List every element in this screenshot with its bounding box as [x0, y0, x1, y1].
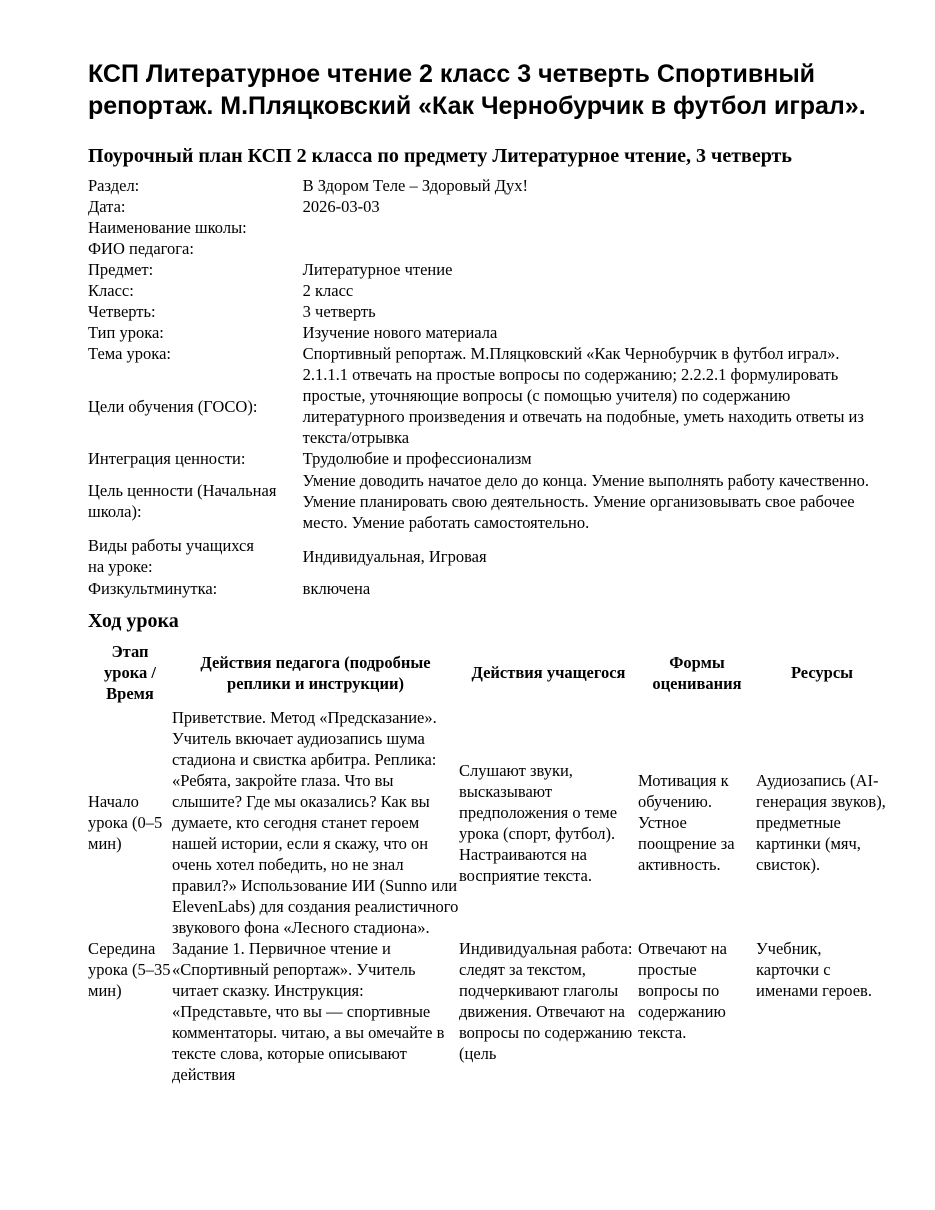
info-row-lesson-type — [88, 322, 888, 343]
info-value: Спортивный репортаж. М.Пляцковский «Как Чернобурчик в футбол играл». — [302, 344, 840, 363]
info-value: В Здором Теле – Здоровый Дух! — [302, 176, 528, 195]
document-page — [88, 58, 888, 1085]
assessment-cell: Отвечают на простые вопросы по содержанию текста. — [638, 939, 727, 1042]
info-key: Раздел: — [88, 176, 140, 195]
info-key: Четверть: — [88, 302, 156, 321]
student-actions-cell: Индивидуальная работа: следят за текстом, подчеркивают глаголы движения. Отвечают на вопросы по содержанию (цель — [459, 939, 633, 1063]
student-actions-cell: Слушают звуки, высказывают предположения о теме урока (спорт, футбол). Настраиваются на восприятие текста. — [459, 760, 618, 885]
info-row-date — [88, 196, 888, 217]
lesson-flow-title: Ход урока — [88, 610, 179, 632]
info-value — [303, 217, 888, 238]
info-key: Цели обучения (ГОСО): — [88, 396, 258, 416]
info-row-school — [88, 217, 888, 238]
info-row-work-types — [88, 534, 888, 578]
lesson-flow-table — [88, 641, 888, 1085]
teacher-actions-cell: Задание 1. Первичное чтение и «Спортивный репортаж». Учитель читает сказку. Инструкция: «Представьте, что вы — спортивные комментаторы. читаю, а вы омечайте в тексте слова, которые описывают действия — [172, 939, 445, 1084]
column-header-resources: Ресурсы — [790, 663, 854, 682]
info-value: Умение доводить начатое дело до конца. Умение выполнять работу качественно. Умение планировать свою деятельность. Умение организовывать свое рабочее место. Умение работать самостоятельно. — [302, 471, 870, 532]
info-key: Тема урока: — [88, 344, 171, 363]
stage-cell: Середина урока (5–35 мин) — [88, 939, 171, 1000]
info-row-lesson-topic — [88, 343, 888, 364]
info-value: Индивидуальная, Игровая — [302, 546, 487, 566]
info-key: Предмет: — [88, 260, 154, 279]
info-key: Интеграция ценности: — [88, 449, 246, 468]
info-row-value-goal — [88, 469, 888, 534]
info-key: Виды работы учащихся на уроке: — [88, 536, 254, 576]
info-value — [303, 238, 888, 259]
info-value: 3 четверть — [302, 302, 376, 321]
table-row — [88, 707, 888, 938]
plan-title: Поурочный план КСП 2 класса по предмету Литературное чтение, 3 четверть — [88, 145, 792, 167]
stage-cell: Начало урока (0–5 мин) — [88, 792, 163, 853]
column-header-student: Действия учащегося — [471, 663, 626, 682]
info-row-subject — [88, 259, 888, 280]
info-row-teacher-name — [88, 238, 888, 259]
info-value: 2.1.1.1 отвечать на простые вопросы по содержанию; 2.2.2.1 формулировать простые, уточняющие вопросы (с помощью учителя) по содержанию литературного произведения и отвечать на подобные, уметь находить ответы из текста/отрывка — [302, 365, 864, 447]
table-row — [88, 938, 888, 1085]
info-key: Наименование школы: — [88, 218, 247, 237]
info-row-quarter — [88, 301, 888, 322]
info-value: 2 класс — [302, 281, 354, 300]
info-value: Трудолюбие и профессионализм — [302, 449, 532, 468]
flow-header-row — [88, 641, 888, 707]
teacher-actions-cell: Приветствие. Метод «Предсказание». Учитель вкючает аудиозапись шума стадиона и свистка арбитра. Реплика: «Ребята, закройте глаза. Что вы слышите? Где мы оказались? Как вы думаете, кто сегодня станет героем нашей истории, если я скажу, что он очень хотел победить, но не знал правил?» Использование ИИ (Sunno или ElevenLabs) для создания реалистичного звукового фона «Лесного стадиона». — [172, 708, 459, 937]
info-value: Изучение нового материала — [302, 323, 498, 342]
info-row-pe-break — [88, 578, 888, 599]
info-key: Тип урока: — [88, 323, 164, 342]
column-header-assessment: Формы оценивания — [652, 652, 742, 693]
info-row-value-integration — [88, 448, 888, 469]
info-key: Дата: — [88, 197, 126, 216]
resources-cell: Аудиозапись (AI-генерация звуков), предметные картинки (мяч, свисток). — [756, 771, 886, 874]
assessment-cell: Мотивация к обучению. Устное поощрение за активность. — [638, 771, 735, 874]
info-row-grade — [88, 280, 888, 301]
info-key: Физкультминутка: — [88, 579, 218, 598]
info-value: Литературное чтение — [302, 260, 453, 279]
document-title: КСП Литературное чтение 2 класс 3 четверть Спортивный репортаж. М.Пляцковский «Как Чернобурчик в футбол играл». — [88, 60, 866, 120]
info-value: 2026-03-03 — [302, 197, 380, 216]
column-header-teacher: Действия педагога (подробные реплики и инструкции) — [200, 652, 431, 693]
lesson-info-table — [88, 175, 888, 599]
column-header-stage: Этап урока / Время — [104, 642, 156, 703]
info-value: включена — [302, 579, 371, 598]
info-row-section — [88, 175, 888, 196]
info-key: ФИО педагога: — [88, 239, 194, 258]
info-key: Цель ценности (Начальная школа): — [88, 480, 277, 521]
info-key: Класс: — [88, 281, 134, 300]
info-row-learning-goals — [88, 364, 888, 448]
resources-cell: Учебник, карточки с именами героев. — [756, 939, 872, 1000]
